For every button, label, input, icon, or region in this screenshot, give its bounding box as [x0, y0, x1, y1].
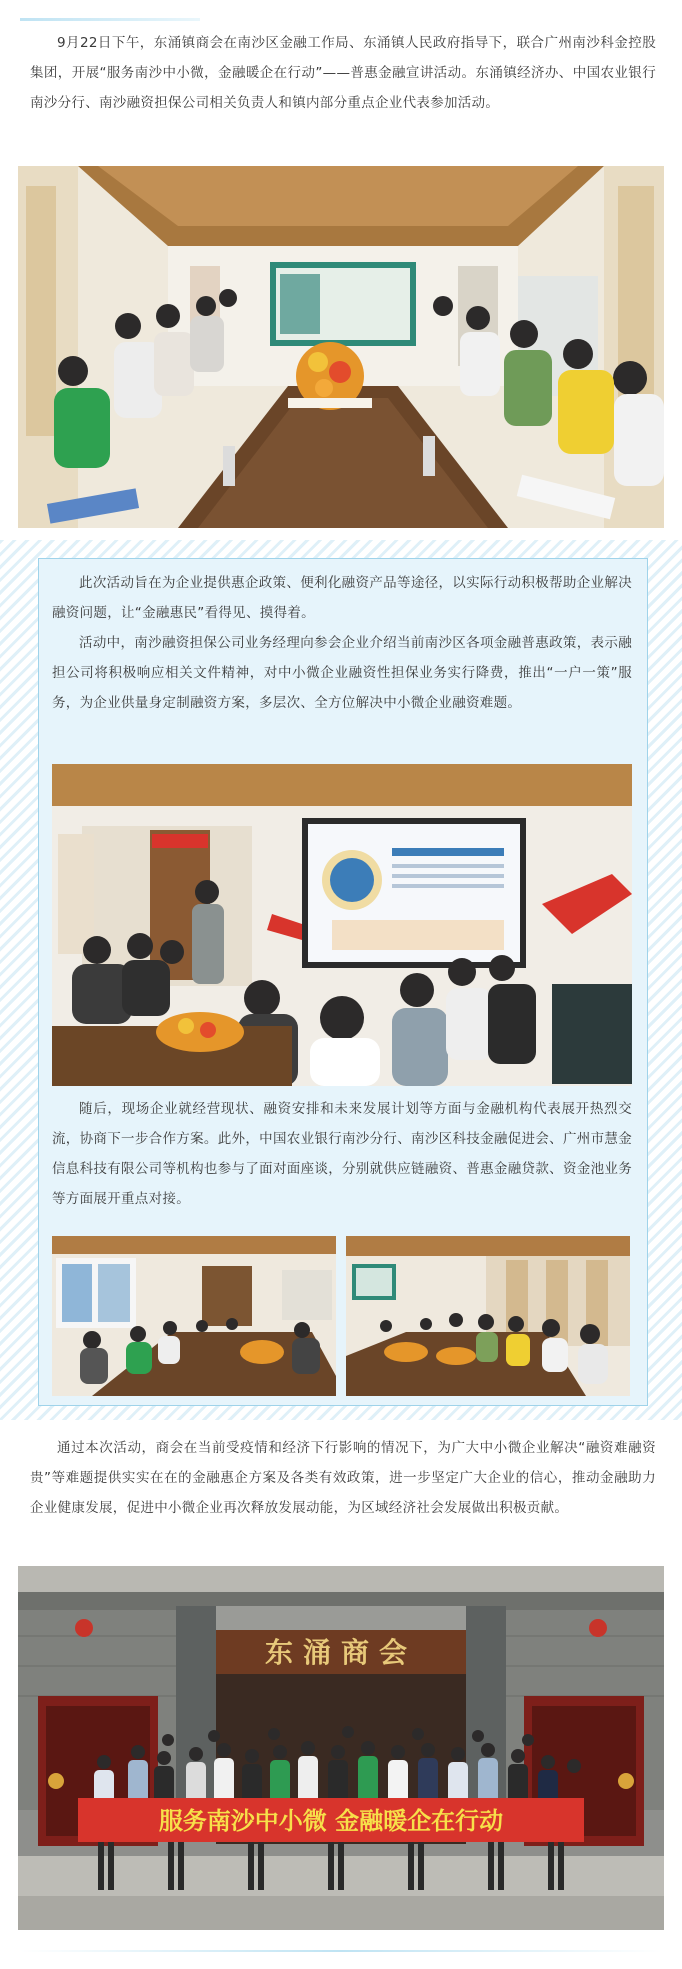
banner-text: 服务南沙中小微 金融暖企在行动 [158, 1807, 504, 1835]
building-sign-text: 东涌商会 [264, 1636, 418, 1669]
paragraph-purpose: 此次活动旨在为企业提供惠企政策、便利化融资产品等途径，以实际行动积极帮助企业解决融资问题，让“金融惠民”看得见、摸得着。 [52, 575, 632, 621]
meeting-photo-3-left [52, 1236, 336, 1396]
paragraph-conclusion: 通过本次活动，商会在当前受疫情和经济下行影响的情况下，为广大中小微企业解决“融资难融资贵”等难题提供实实在在的金融惠企方案及各类有效政策，进一步坚定广大企业的信心，推动金融助力企业健康发展，促进中小微企业再次释放发展动能，为区域经济社会发展做出积极贡献。 [30, 1440, 656, 1516]
group-photo [18, 1566, 664, 1930]
bottom-divider [20, 1950, 662, 1952]
meeting-photo-2 [52, 764, 632, 1086]
paragraph-policy-intro: 活动中，南沙融资担保公司业务经理向参会企业介绍当前南沙区各项金融普惠政策，表示融担公司将积极响应相关文件精神，对中小微企业融资性担保业务实行降费，推出“一户一策”服务，为企业供量身定制融资方案，多层次、全方位解决中小微企业融资难题。 [52, 635, 632, 711]
top-divider [20, 18, 200, 21]
meeting-photo-1 [18, 166, 664, 528]
paragraph-exchange: 随后，现场企业就经营现状、融资安排和未来发展计划等方面与金融机构代表展开热烈交流，协商下一步合作方案。此外，中国农业银行南沙分行、南沙区科技金融促进会、广州市慧金信息科技有限公司等机构也参与了面对面座谈，分别就供应链融资、普惠金融贷款、资金池业务等方面展开重点对接。 [52, 1101, 632, 1207]
paragraph-intro: 9月22日下午，东涌镇商会在南沙区金融工作局、东涌镇人民政府指导下，联合广州南沙科金控股集团，开展“服务南沙中小微，金融暖企在行动”——普惠金融宣讲活动。东涌镇经济办、中国农业银行南沙分行、南沙融资担保公司相关负责人和镇内部分重点企业代表参加活动。 [30, 35, 656, 111]
meeting-photo-3-right [346, 1236, 630, 1396]
